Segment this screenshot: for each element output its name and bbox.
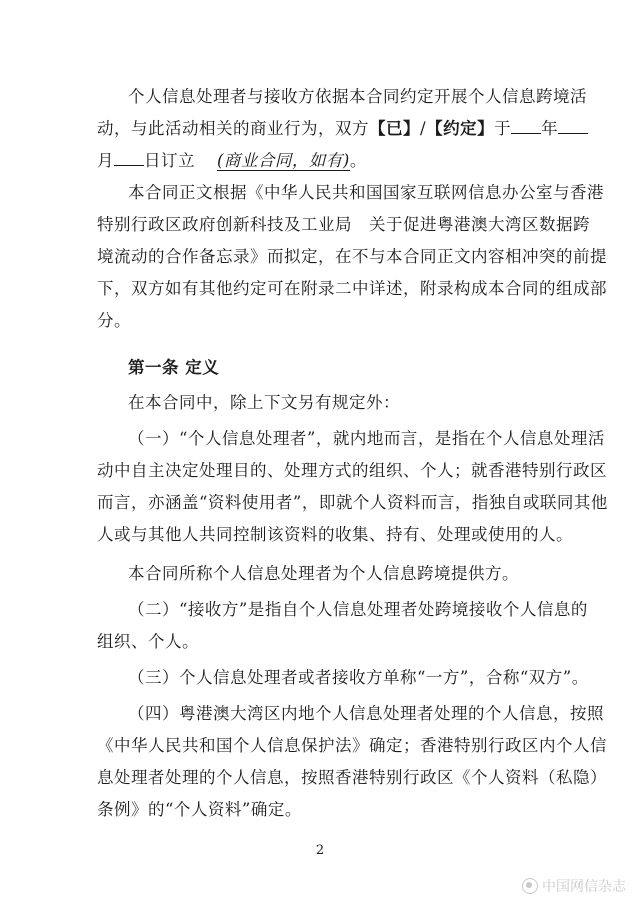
paragraph-line xyxy=(97,118,559,140)
contract-placeholder: (商业合同，如有) xyxy=(217,151,350,170)
paragraph-line: 条例》的“个人资料”确定。 xyxy=(97,800,302,819)
paragraph-line: （三）个人信息处理者或者接收方单称“一方”，合称“双方”。 xyxy=(128,668,589,687)
paragraph-line: 本合同所称个人信息处理者为个人信息跨境提供方。 xyxy=(128,564,519,583)
option-agreed: 【约定】 xyxy=(426,119,495,138)
paragraph-line: 在本合同中，除上下文另有规定外： xyxy=(128,393,400,412)
text-run: 日订立 xyxy=(144,151,195,170)
paragraph-line: 本合同正文根据《中华人民共和国国家互联网信息办公室与香港 xyxy=(128,183,604,202)
paragraph-line: 而言，亦涵盖“资料使用者”，即就个人资料而言，指独自或联同其他 xyxy=(97,493,608,512)
paragraph-line: （四）粤港澳大湾区内地个人信息处理者处理的个人信息，按照 xyxy=(128,704,604,723)
paragraph-line: 息处理者处理的个人信息，按照香港特别行政区《个人资料（私隐） xyxy=(97,768,607,787)
paragraph-line: 下，双方如有其他约定可在附录二中详述，附录构成本合同的组成部 xyxy=(97,279,607,298)
paragraph-line: 个人信息处理者与接收方依据本合同约定开展个人信息跨境活 xyxy=(128,87,587,106)
paragraph-line: 境流动的合作备忘录》而拟定，在不与本合同正文内容相冲突的前提 xyxy=(97,247,607,266)
paragraph-line: （二）“接收方”是指自个人信息处理者处跨境接收个人信息的 xyxy=(128,600,588,619)
paragraph-line: 组织、个人。 xyxy=(97,632,199,651)
year-blank xyxy=(511,119,541,134)
page-number: 2 xyxy=(315,843,325,858)
option-already: 【已】 xyxy=(369,119,420,138)
month-blank xyxy=(558,119,588,134)
paragraph-line: （一）“个人信息处理者”，就内地而言，是指在个人信息处理活 xyxy=(128,429,605,448)
watermark-text: 中国网信杂志 xyxy=(542,879,626,895)
paragraph-line: 动中自主决定处理目的、处理方式的组织、个人；就香港特别行政区 xyxy=(97,461,607,480)
article-heading: 第一条 定义 xyxy=(128,358,220,377)
paragraph-line: 人或与其他人共同控制该资料的收集、持有、处理或使用的人。 xyxy=(97,525,573,544)
text-run: 年 xyxy=(541,119,559,138)
paragraph-line: 《中华人民共和国个人信息保护法》确定；香港特别行政区内个人信 xyxy=(97,736,607,755)
text-run: / xyxy=(420,119,427,138)
watermark-logo-icon xyxy=(522,878,538,894)
paragraph-line xyxy=(97,150,547,172)
paragraph-line: 特别行政区政府创新科技及工业局 关于促进粤港澳大湾区数据跨 xyxy=(97,215,590,234)
watermark xyxy=(522,876,626,896)
text-run: 于 xyxy=(494,119,512,138)
text-run: 动，与此活动相关的商业行为，双方 xyxy=(97,119,369,138)
paragraph-line: 分。 xyxy=(97,311,131,330)
text-run: 。 xyxy=(349,151,367,170)
text-run: 月 xyxy=(97,151,114,170)
day-blank xyxy=(114,151,144,166)
